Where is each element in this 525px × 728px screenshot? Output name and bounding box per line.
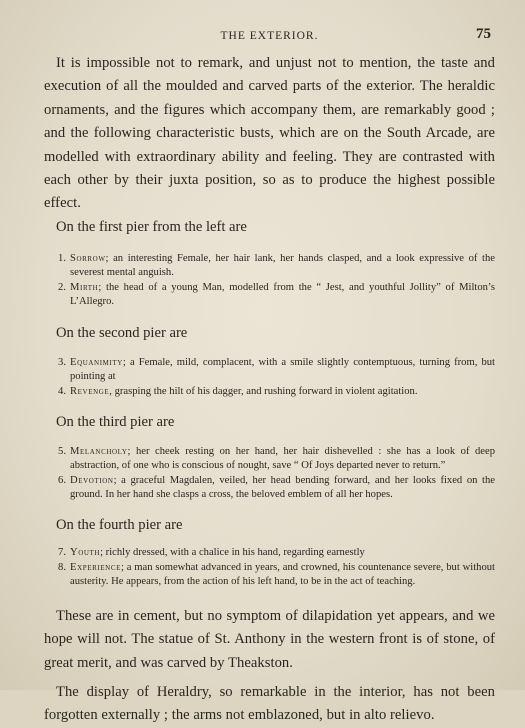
item-number: 4.	[58, 385, 66, 397]
item-name: Sorrow	[70, 252, 106, 264]
intro-paragraph: It is impossible not to remark, and unjust not to mention, the taste and execution of all the moulded and carved parts of the exterior. The heraldic ornaments, and the figures which accompany them, are remarkably good ; and the following characteristic busts, which are on the South Arcade, are modelled with extraordinary ability and feeling. They are contrasted with each other by their juxta position, so as to produce the highest possible effect.	[44, 55, 495, 212]
item-text	[70, 561, 495, 589]
item-name: Youth	[70, 546, 101, 558]
item-number: 5.	[58, 445, 66, 457]
pier-2-list	[44, 356, 495, 399]
item-text	[70, 445, 495, 473]
fourth-pier-heading: On the fourth pier are	[56, 516, 183, 533]
running-title: THE EXTERIOR.	[220, 30, 319, 42]
list-item	[48, 385, 495, 399]
item-text	[70, 252, 495, 280]
closing-paragraph-2: The display of Heraldry, so remarkable in the interior, has not been forgotten externally ; the arms not emblazoned, but in alto relievo.	[44, 684, 495, 724]
item-number: 3.	[58, 356, 66, 368]
first-pier-heading: On the first pier from the left are	[56, 218, 247, 235]
list-item	[48, 561, 495, 589]
page-number: 75	[476, 26, 491, 42]
item-number: 6.	[58, 474, 66, 486]
item-text	[70, 546, 495, 560]
item-name: Mirth	[70, 281, 99, 293]
item-number: 7.	[58, 546, 66, 558]
item-number: 1.	[58, 252, 66, 264]
closing-paragraph-1: These are in cement, but no symptom of dilapidation yet appears, and we hope will not. The statue of St. Anthony in the western front is of stone, of great merit, and was carved by Theakston.	[44, 607, 495, 671]
list-item	[48, 546, 495, 560]
item-number: 2.	[58, 281, 66, 293]
item-name: Devotion	[70, 474, 114, 486]
item-description: ; the head of a young Man, modelled from the “ Jest, and youthful Jollity” of Milton’s L’Allegro.	[70, 281, 495, 307]
item-description: ; an interesting Female, her hair lank, her hands clasped, and a look expressive of the severest mental anguish.	[70, 252, 495, 278]
item-description: , grasping the hilt of his dagger, and rushing forward in violent agitation.	[109, 385, 418, 397]
item-description: ; a Female, mild, complacent, with a smile slightly contemptuous, turning from, but pointing at	[70, 356, 495, 382]
list-item	[48, 445, 495, 473]
list-item	[48, 356, 495, 384]
item-name: Experience	[70, 561, 121, 573]
item-number: 8.	[58, 561, 66, 573]
list-item	[48, 474, 495, 502]
item-text	[70, 356, 495, 384]
item-text	[70, 385, 495, 399]
page-header	[44, 0, 495, 52]
pier-3-list	[44, 445, 495, 502]
item-description: ; richly dressed, with a chalice in his hand, regarding earnestly	[100, 546, 365, 558]
item-text	[70, 474, 495, 502]
pier-4-list	[44, 546, 495, 589]
item-name: Melancholy	[70, 445, 128, 457]
list-item	[48, 252, 495, 280]
item-description: ; her cheek resting on her hand, her hair dishevelled : she has a look of deep abstraction, of one who is conscious of nought, save “ Of Joys departed never to return.”	[70, 445, 495, 471]
item-text	[70, 281, 495, 309]
pier-1-list	[44, 252, 495, 309]
item-description: ; a man somewhat advanced in years, and crowned, his countenance severe, but without austerity. He appears, from the action of his left hand, to be in the act of teaching.	[70, 561, 495, 587]
item-name: Equanimity	[70, 356, 123, 368]
third-pier-heading: On the third pier are	[56, 413, 175, 430]
item-name: Revenge	[70, 385, 110, 397]
item-description: ; a graceful Magdalen, veiled, her head bending forward, and her looks fixed on the ground. In her hand she clasps a cross, the beloved emblem of all her hopes.	[70, 474, 495, 500]
second-pier-heading: On the second pier are	[56, 324, 188, 341]
list-item	[48, 281, 495, 309]
